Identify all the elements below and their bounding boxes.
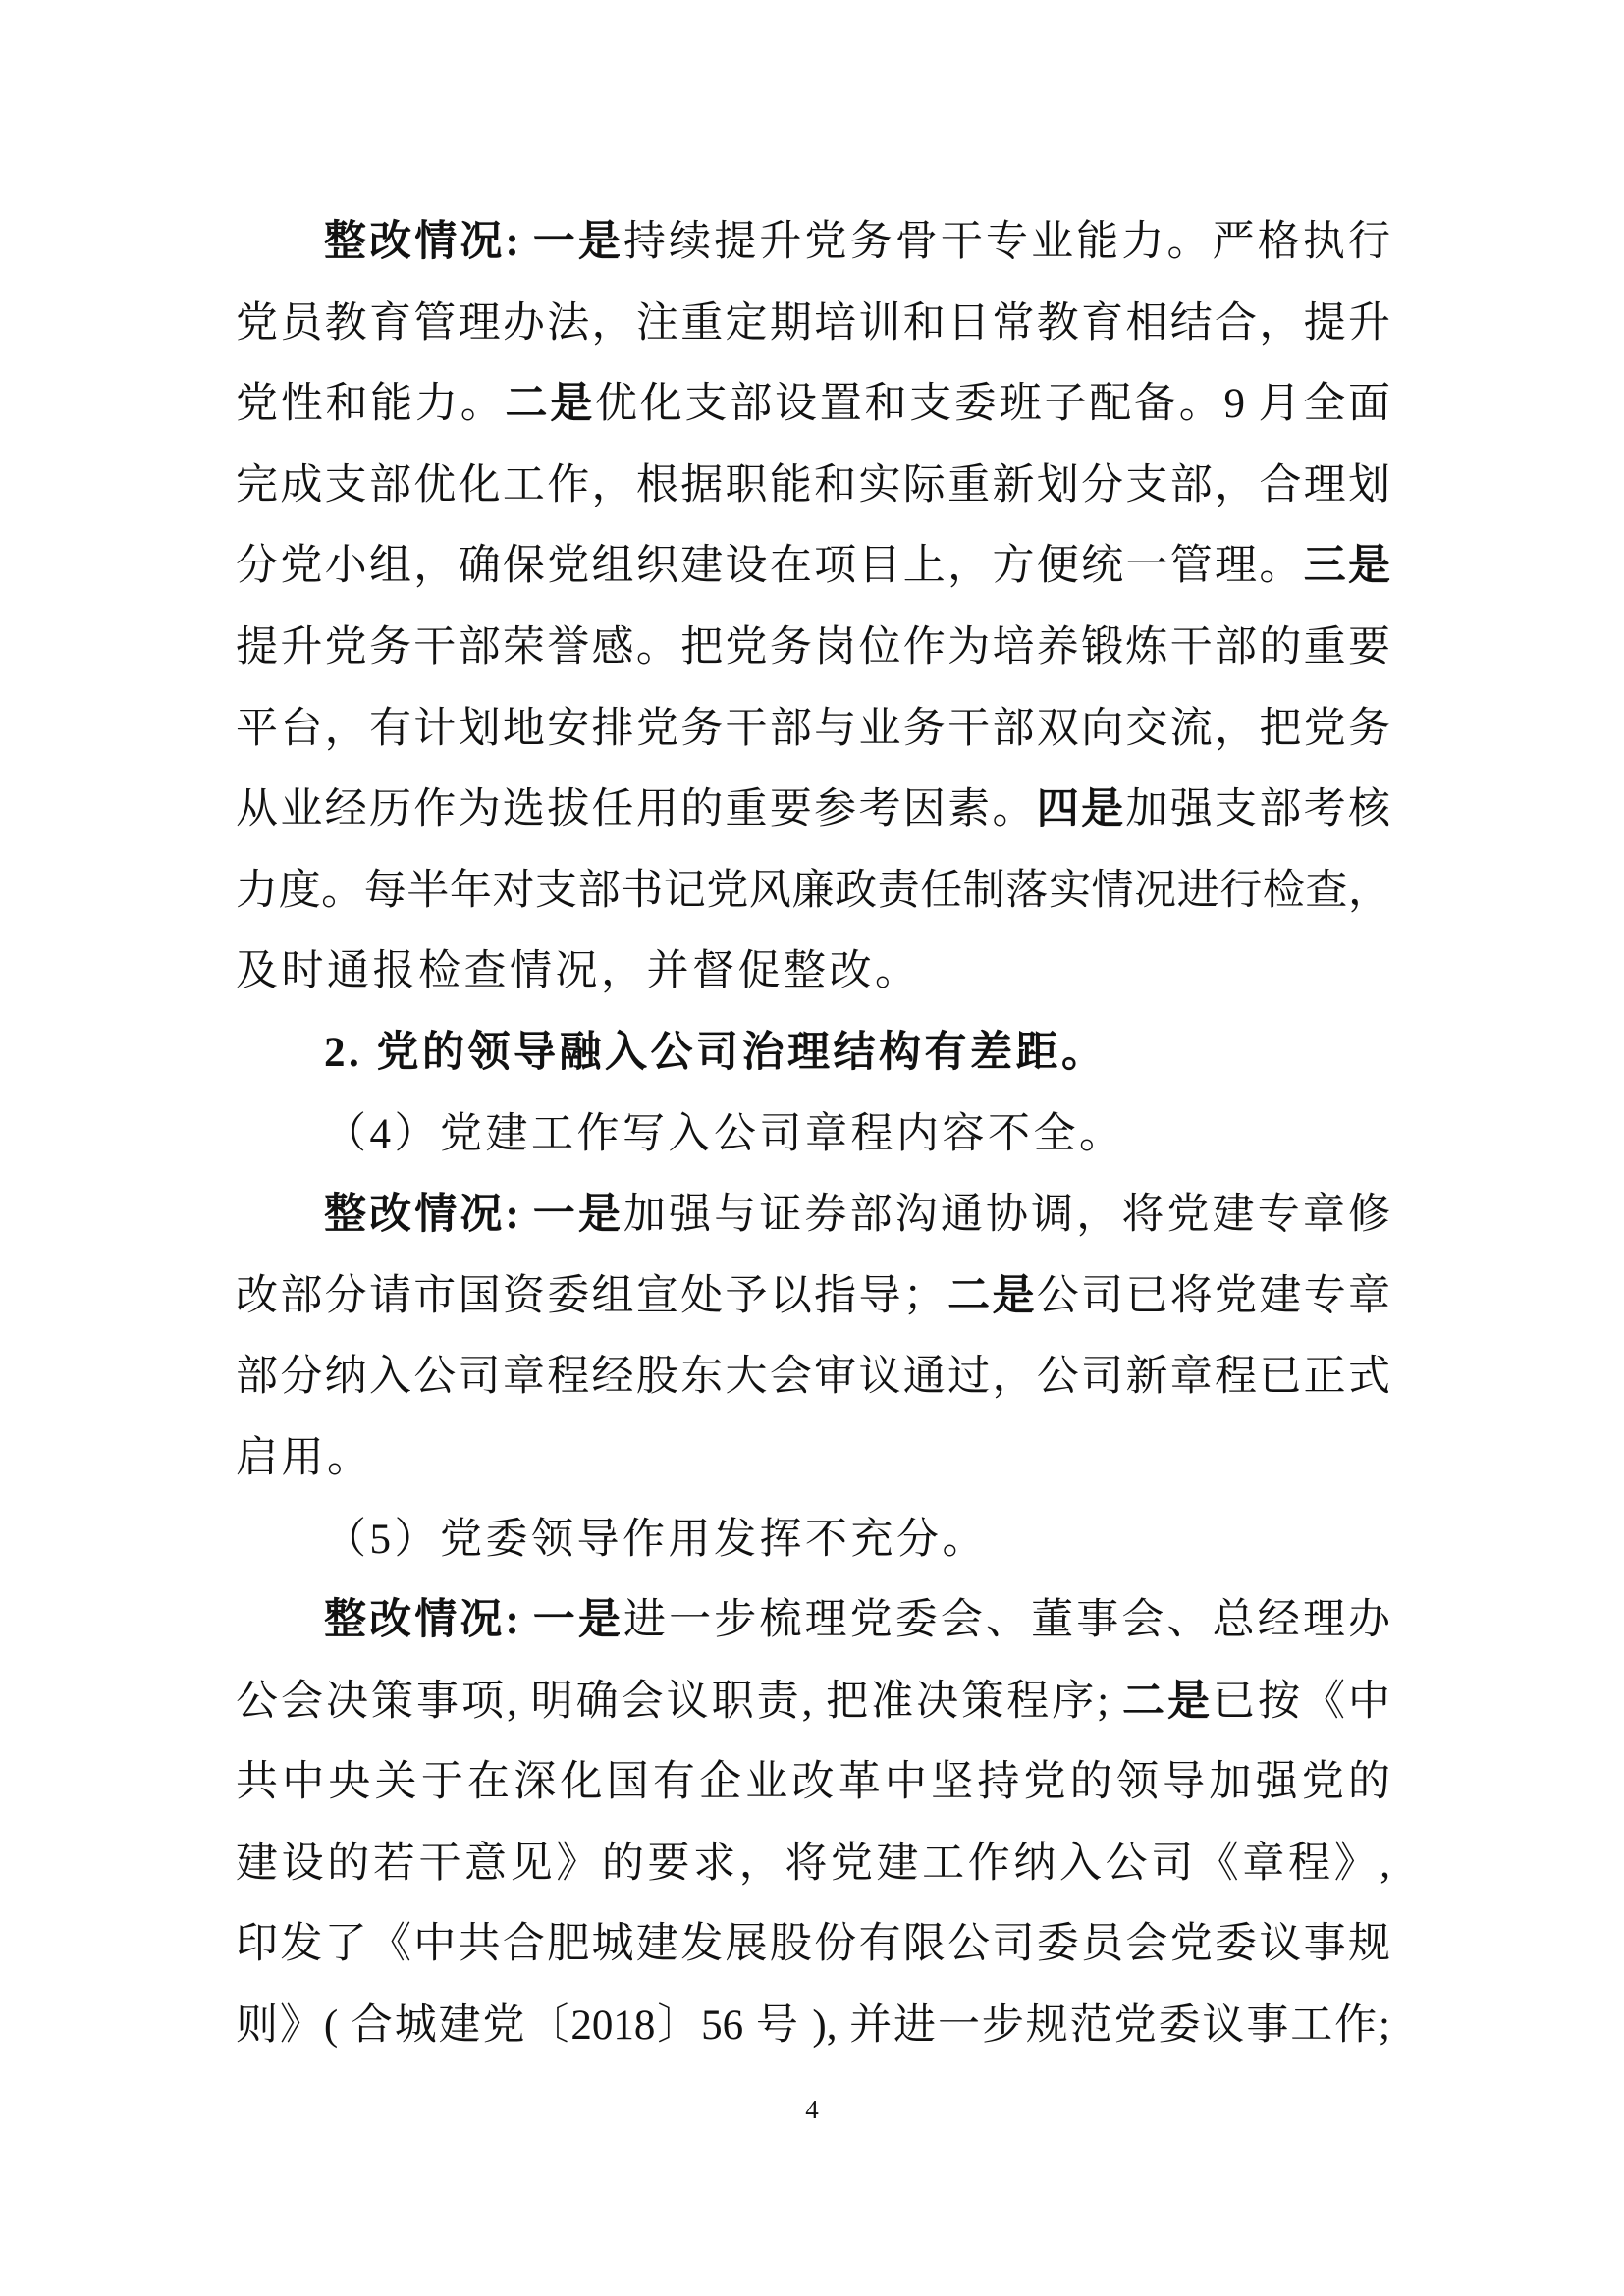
- text-line: [236, 770, 1390, 851]
- bold-text-run: 整改情况: 一是: [324, 1192, 623, 1239]
- text-run: 平台，有计划地安排党务干部与业务干部双向交流，把党务: [236, 705, 1390, 752]
- text-run: 印发了《中共合肥城建发展股份有限公司委员会党委议事规: [236, 1921, 1390, 1968]
- text-run: 部分纳入公司章程经股东大会审议通过，公司新章程已正式: [236, 1354, 1390, 1401]
- text-run: 改部分请市国资委组宣处予以指导；: [236, 1272, 946, 1319]
- text-line: [236, 1580, 1390, 1662]
- text-run: 进一步梳理党委会、董事会、总经理办: [623, 1597, 1391, 1644]
- text-line: [236, 1904, 1390, 1986]
- text-line: [236, 608, 1390, 689]
- text-line: [236, 932, 1390, 1013]
- text-run: 从业经历作为选拔任用的重要参考因素。: [236, 786, 1037, 833]
- text-line: [236, 1256, 1390, 1338]
- text-line: [236, 1095, 1390, 1176]
- text-run: （5）党委领导作用发挥不充分。: [324, 1516, 988, 1563]
- text-line: [236, 202, 1390, 284]
- text-line: [236, 1662, 1390, 1743]
- text-run: 建设的若干意见》的要求，将党建工作纳入公司《章程》,: [236, 1840, 1390, 1887]
- text-run: 公会决策事项, 明确会议职责, 把准决策程序;: [236, 1678, 1122, 1725]
- text-line: [236, 1824, 1390, 1905]
- text-run: 完成支部优化工作，根据职能和实际重新划分支部，合理划: [236, 461, 1390, 508]
- text-line: [236, 446, 1390, 527]
- text-line: [236, 689, 1390, 771]
- text-line: [236, 284, 1390, 365]
- text-run: （4）党建工作写入公司章程内容不全。: [324, 1110, 1125, 1157]
- text-run: 党性和能力。: [236, 381, 506, 428]
- text-run: 优化支部设置和支委班子配备。9 月全面: [595, 381, 1390, 428]
- bold-text-run: 二是: [945, 1272, 1037, 1319]
- text-line: [236, 851, 1390, 933]
- bold-text-run: 二是: [1121, 1678, 1213, 1725]
- bold-text-run: 整改情况: 一是: [324, 1597, 623, 1644]
- text-line: [236, 1500, 1390, 1581]
- text-run: 持续提升党务骨干专业能力。严格执行: [623, 219, 1391, 265]
- text-line: [236, 1013, 1390, 1095]
- text-run: 力度。每半年对支部书记党风廉政责任制落实情况进行检查，: [236, 867, 1390, 914]
- text-line: [236, 1337, 1390, 1418]
- text-run: 加强与证券部沟通协调，将党建专章修: [623, 1192, 1391, 1239]
- text-run: 党员教育管理办法，注重定期培训和日常教育相结合，提升: [236, 299, 1390, 347]
- text-run: 分党小组，确保党组织建设在项目上，方便统一管理。: [236, 543, 1304, 590]
- text-line: [236, 1742, 1390, 1824]
- text-line: [236, 1418, 1390, 1500]
- text-run: 公司已将党建专章: [1036, 1272, 1391, 1319]
- text-line: [236, 526, 1390, 608]
- bold-text-run: 三是: [1303, 543, 1391, 590]
- bold-text-run: 2. 党的领导融入公司治理结构有差距。: [324, 1029, 1108, 1076]
- bold-text-run: 二是: [505, 381, 595, 428]
- text-run: 启用。: [236, 1434, 373, 1481]
- text-run: 提升党务干部荣誉感。把党务岗位作为培养锻炼干部的重要: [236, 623, 1390, 670]
- bold-text-run: 整改情况: 一是: [324, 219, 623, 265]
- text-run: 及时通报检查情况，并督促整改。: [236, 948, 921, 995]
- text-run: 已按《中: [1212, 1678, 1391, 1725]
- text-run: 共中央关于在深化国有企业改革中坚持党的领导加强党的: [236, 1759, 1390, 1806]
- page-number: 4: [805, 2095, 819, 2124]
- text-line: [236, 1175, 1390, 1256]
- text-line: [236, 1986, 1390, 2067]
- document-text-block: [236, 202, 1390, 2067]
- text-run: 加强支部考核: [1125, 786, 1391, 833]
- text-line: [236, 364, 1390, 446]
- bold-text-run: 四是: [1036, 786, 1126, 833]
- text-run: 则》( 合城建党〔2018〕56 号 ), 并进一步规范党委议事工作;: [236, 2002, 1390, 2050]
